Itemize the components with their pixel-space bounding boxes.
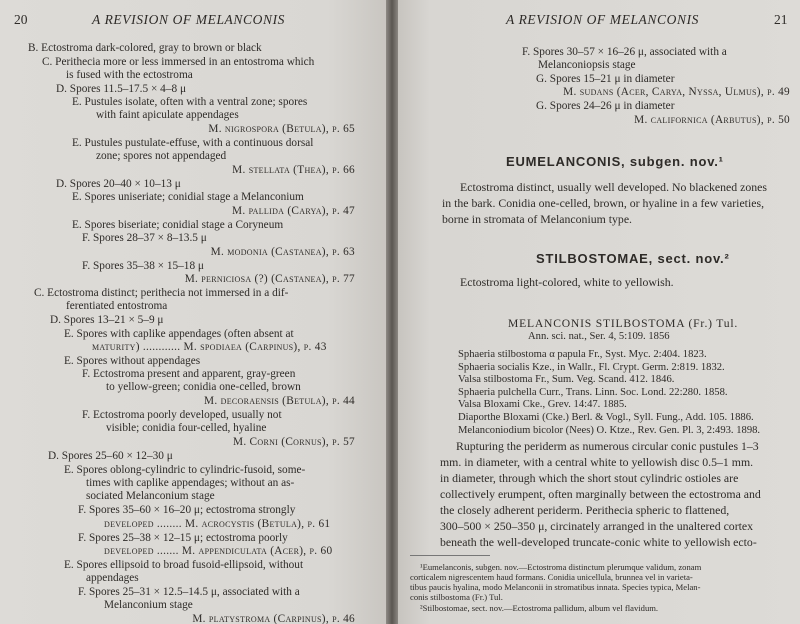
text-line: E. Spores with caplike appendages (often absent at: [64, 328, 294, 340]
text-line: maturity) ............ M. spodiaea (Carpinus), p. 43: [92, 341, 327, 353]
text-line: E. Spores without appendages: [64, 355, 201, 367]
text-line: ²Stilbostomae, sect. nov.—Ectostroma pallidum, album vel flavidum.: [420, 603, 659, 613]
text-line: E. Spores biseriate; conidial stage a Coryneum: [72, 219, 284, 231]
text-line: G. Spores 24–26 μ in diameter: [536, 100, 675, 112]
text-line: in the bark. Conidia one-celled, brown, or hyaline in a few varieties,: [442, 196, 765, 210]
text-line: tibus paucis hyalina, modo Melanconii in stromatibus innata. Species typica, Melan-: [410, 582, 701, 592]
section-title-eumelanconis: EUMELANCONIS, subgen. nov.¹: [506, 154, 724, 169]
page-number-left: 20: [14, 12, 28, 27]
running-head-right: A REVISION OF MELANCONIS: [506, 12, 700, 27]
text-line: 300–500 × 250–350 μ, circinately arranged in the unaltered cortex: [440, 519, 754, 533]
text-line: M. pallida (Carya), p. 47: [232, 205, 355, 217]
text-line: M. decoraensis (Betula), p. 44: [204, 395, 355, 407]
species-title: MELANCONIS STILBOSTOMA (Fr.) Tul.: [508, 317, 739, 330]
text-line: E. Pustules pustulate-effuse, with a continuous dorsal: [72, 137, 314, 149]
text-line: E. Spores oblong-cylindric to cylindric-fusoid, some-: [64, 464, 306, 476]
species-citation: Ann. sci. nat., Ser. 4, 5:109. 1856: [528, 331, 670, 342]
book-gutter: [386, 0, 398, 624]
text-line: to yellow-green; conidia one-celled, brown: [106, 381, 301, 393]
text-line: Valsa Bloxami Cke., Grev. 14:47. 1885.: [458, 399, 627, 411]
section-title-stilbostomae: STILBOSTOMAE, sect. nov.²: [536, 251, 730, 266]
text-line: Valsa stilbostoma Fr., Sum. Veg. Scand. 412. 1846.: [458, 374, 675, 386]
text-line: M. perniciosa (?) (Castanea), p. 77: [184, 273, 355, 285]
text-line: corticalem nigrescentem haud formans. Conidia unicellula, brunnea vel in varieta-: [410, 572, 693, 582]
text-line: appendages: [86, 572, 139, 584]
left-page: [0, 0, 386, 624]
text-line: developed ....... M. appendiculata (Acer), p. 60: [104, 545, 333, 557]
text-line: C. Ectostroma distinct; perithecia not immersed in a dif-: [34, 287, 289, 299]
text-line: F. Spores 30–57 × 16–26 μ, associated with a: [522, 46, 727, 58]
text-line: M. nigrospora (Betula), p. 65: [208, 123, 355, 135]
text-line: ¹Eumelanconis, subgen. nov.—Ectostroma distinctum plerumque validum, zonam: [420, 562, 702, 572]
text-line: M. platystroma (Carpinus), p. 46: [192, 613, 355, 624]
text-line: M. stellata (Thea), p. 66: [232, 164, 355, 176]
text-line: sociated Melanconium stage: [86, 490, 215, 502]
text-line: times with caplike appendages; without an as-: [86, 477, 295, 489]
text-line: B. Ectostroma dark-colored, gray to brown or black: [28, 42, 262, 54]
text-line: Melanconiopsis stage: [538, 59, 636, 71]
text-line: Sphaeria socialis Kze., in Wallr., Fl. Crypt. Germ. 2:819. 1832.: [458, 361, 725, 373]
text-line: E. Spores uniseriate; conidial stage a Melanconium: [72, 191, 304, 203]
text-line: collectively erumpent, often marginally between the ectostroma and: [440, 487, 761, 501]
text-line: D. Spores 20–40 × 10–13 μ: [56, 178, 181, 190]
text-line: Ectostroma distinct, usually well developed. No blackened zones: [460, 180, 767, 194]
text-line: M. modonia (Castanea), p. 63: [210, 246, 355, 258]
text-line: borne in stromata of Melanconium type.: [442, 212, 633, 226]
text-line: E. Pustules isolate, often with a ventral zone; spores: [72, 96, 308, 108]
text-line: Melanconium stage: [104, 599, 193, 611]
text-line: F. Spores 25–31 × 12.5–14.5 μ, associated with a: [78, 586, 300, 598]
text-line: mm. in diameter, with a central white to yellowish disc 0.5–1 mm.: [440, 455, 754, 469]
text-line: M. californica (Arbutus), p. 50: [634, 114, 790, 126]
text-line: ferentiated entostroma: [66, 300, 168, 312]
text-line: visible; conidia four-celled, hyaline: [106, 422, 267, 434]
text-line: Rupturing the periderm as numerous circular conic pustules 1–3: [456, 439, 759, 453]
right-page: [398, 0, 800, 624]
text-line: Ectostroma light-colored, white to yellowish.: [460, 275, 674, 289]
text-line: D. Spores 13–21 × 5–9 μ: [50, 314, 164, 326]
text-line: F. Spores 35–38 × 15–18 μ: [82, 260, 204, 272]
text-line: F. Spores 35–60 × 16–20 μ; ectostroma strongly: [78, 504, 296, 516]
text-line: zone; spores not appendaged: [96, 150, 227, 162]
text-line: M. sudans (Acer, Carya, Nyssa, Ulmus), p. 49: [563, 86, 790, 98]
text-line: F. Ectostroma present and apparent, gray-green: [82, 368, 296, 380]
text-line: with faint apiculate appendages: [96, 109, 239, 121]
text-line: Sphaeria pulchella Curr., Trans. Linn. Soc. Lond. 22:280. 1858.: [458, 386, 728, 398]
text-line: Melanconiodium bicolor (Nees) O. Ktze., Rev. Gen. Pl. 3, 2:493. 1898.: [458, 424, 761, 436]
text-line: E. Spores ellipsoid to broad fusoid-ellipsoid, without: [64, 559, 304, 571]
text-line: M. Corni (Cornus), p. 57: [232, 436, 355, 448]
text-line: the closely adherent periderm. Perithecia spheric to flattened,: [440, 503, 730, 517]
text-line: F. Spores 28–37 × 8–13.5 μ: [82, 232, 207, 244]
text-line: C. Perithecia more or less immersed in an entostroma which: [42, 56, 315, 68]
text-line: D. Spores 11.5–17.5 × 4–8 μ: [56, 83, 186, 95]
running-head-left: A REVISION OF MELANCONIS: [92, 12, 286, 27]
text-line: in diameter, through which the short stout cylindric ostioles are: [440, 471, 739, 485]
text-line: conis stilbostoma (Fr.) Tul.: [410, 592, 503, 602]
footnote-rule: [410, 555, 490, 556]
text-line: G. Spores 15–21 μ in diameter: [536, 73, 675, 85]
text-line: F. Spores 25–38 × 12–15 μ; ectostroma poorly: [78, 532, 288, 544]
text-line: is fused with the ectostroma: [66, 69, 193, 81]
text-line: developed ........ M. acrocystis (Betula), p. 61: [104, 518, 331, 530]
text-line: Sphaeria stilbostoma α papula Fr., Syst. Myc. 2:404. 1823.: [458, 349, 707, 360]
page-number-right: 21: [774, 12, 788, 27]
text-line: Diaporthe Bloxami (Cke.) Berl. & Vogl., Syll. Fung., Add. 105. 1886.: [458, 412, 754, 423]
text-line: F. Ectostroma poorly developed, usually not: [82, 409, 282, 421]
text-line: D. Spores 25–60 × 12–30 μ: [48, 450, 173, 462]
text-line: beneath the well-developed truncate-conic white to yellowish ecto-: [440, 535, 757, 549]
